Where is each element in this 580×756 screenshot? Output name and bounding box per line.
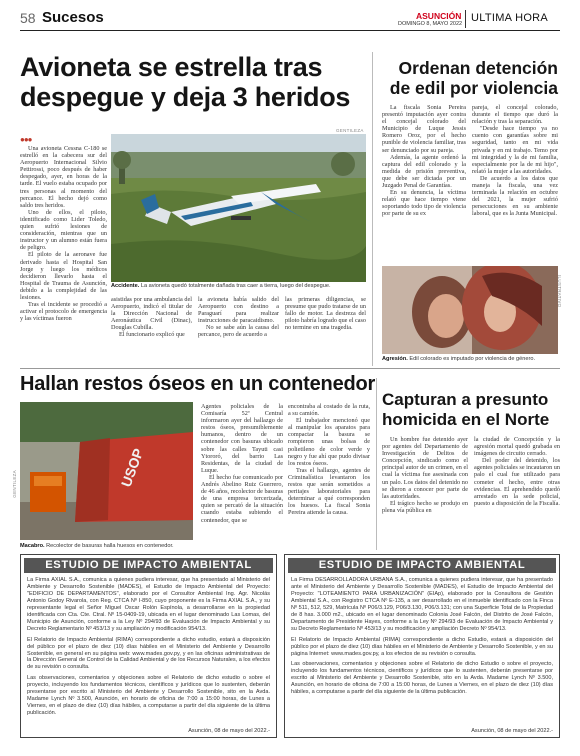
paragraph: Una avioneta Cessna C-180 se estrelló en la cabecera sur del Aeropuerto Internacional Silvio Pettirossi, poco después de haber despegado, ayer, en horas de la tarde. El vuelo estaba ocupado por tres personas al momento del percance. El hecho dejó como saldo tres heridos. (20, 145, 107, 209)
notice-body (291, 577, 553, 700)
column-divider (372, 52, 373, 366)
plane-crash-photo (111, 134, 366, 282)
notice-date: Asunción, 08 de mayo del 2022.- (188, 728, 270, 734)
story-column (382, 436, 468, 554)
photo-caption (111, 283, 366, 290)
story-column (382, 104, 466, 274)
photo-credit: GENTILEZA (336, 128, 364, 133)
story-column (285, 296, 366, 346)
paragraph: la ciudad de Concepción y la agresión mortal quedó grabada en imágenes de circuito cerrado. (474, 436, 560, 458)
paragraph: la avioneta había salido del Aeropuerto con destino a Paraguarí para realizar instrucciones de paracaidismo. (198, 296, 279, 325)
story-column (198, 296, 279, 346)
headline-line: Avioneta se estrella tras (20, 52, 323, 82)
paragraph: asistidas por una ambulancia del Aeropuerto, indicó el titular de la Dirección Nacional de Aeronáutica Civil (Dinac), Douglas Cubilla. (111, 296, 192, 332)
paragraph: El piloto de la aeronave fue derivado hasta el Hospital San Jorge y luego los médicos decidieron llevarlo hasta el Hospital de Trauma de Asunción, debido a la complejidad de las lesiones. (20, 251, 107, 301)
paragraph: En su denuncia, la víctima relató que hace tiempo viene soportando todo tipo de violencia por parte de su ex (382, 189, 466, 218)
notice-body (27, 577, 270, 721)
issue-date: DOMINGO 8, MAYO 2022 (398, 21, 463, 27)
caption-label: Agresión. (382, 356, 408, 362)
paragraph: las primeras diligencias, se presume que pudo tratarse de un fallo de motor. La destreza del piloto habría logrado que el caso no termine en una tragedia. (285, 296, 366, 332)
paragraph: encontraba al costado de la ruta, a su camión. (288, 403, 370, 418)
caption-text: Edil colorado es imputado por violencia de género. (407, 356, 535, 362)
right-section-name: ULTIMA HORA (471, 12, 549, 24)
paragraph: Uno de ellos, el piloto, identificado como Lider Toledo, quien sufrió lesiones de consideración, mientras que un instructor y un alumno están fuera de peligro. (20, 208, 107, 252)
photo-credit: GENTILEZA (12, 470, 17, 498)
paragraph: Un hombre fue detenido ayer por agentes del Departamento de Investigación de Delitos de Concepción, sindicado como el principal autor de un crimen, en el cual la víctima fue asesinada con un palo. Los datos del detenido no se dieron a conocer por parte de las autoridades. (382, 436, 468, 500)
legal-notice-desarrolladora (284, 554, 560, 738)
headline-line: de edil por violencia (389, 78, 558, 98)
plane-crash-illustration (111, 134, 366, 282)
violence-illustration-photo (382, 266, 558, 354)
caption-label: Accidente. (111, 283, 140, 289)
container-photo (20, 402, 193, 540)
notice-date: Asunción, 08 de mayo del 2022.- (471, 728, 553, 734)
section-rule (20, 368, 560, 369)
paragraph: El hecho fue comunicado por Andrés Abelino Ruiz Guerrero, de 46 años, recolector de basuras de una empresa tercerizada, quien se percató de la situación cuando estaba subiendo el contenedor, que se (201, 473, 283, 524)
header-rule (20, 30, 560, 31)
story-column (20, 145, 107, 343)
column-divider (376, 378, 377, 550)
photo-caption (20, 543, 195, 550)
paragraph: Agentes policiales de la Comisaría 52ª Central informaron ayer del hallazgo de restos óseos, presumiblemente humanos, dentro de un contenedor con basuras ubicado sobre las calles Tayuti casi Ytororó, del barrio Las Residentas, de la ciudad de Luque. (201, 403, 283, 474)
legal-notice-axial (20, 554, 277, 738)
paragraph: "Desde hace tiempo ya no cuento con garantías sobre mi seguridad, tanto en mi vida privada y en mi trabajo. Temo por mi integridad y la de mi familia, especialmente por la de mi hijo", relató la mujer a las autoridades. (472, 125, 558, 175)
photo-caption (382, 356, 558, 363)
bullet-dots-icon: ●●● (20, 135, 32, 144)
headline-homicida (382, 390, 560, 430)
headline-edil (382, 58, 558, 98)
caption-text: La avioneta quedó totalmente dañada tras caer a tierra, luego del despegue. (139, 283, 331, 289)
headline-avioneta (20, 52, 365, 112)
paragraph: Tras el hallazgo, agentes de Criminalística levantaron los restos que serán sometidos a peritajes laboratoriales para determinar a qué corresponden los huesos. La fiscal Sonia Pereira atiende la causa. (288, 466, 370, 517)
svg-text:USOP: USOP (117, 446, 147, 490)
notice-paragraph: La Firma AXIAL S.A., comunica a quienes pudiera interesar, que ha presentado al Ministerio del Ambiente y Desarrollo Sostenible (MADES), el Estudio de Impacto Ambiental del Proyecto: "EDIFICIO DE DEPARTAMENTOS", elaborado por el Consultor Ambiental Ing. Agr. Nicolás Antonio Godoy Rivarola, con Reg. CTCA Nº I-850, cuyo proponente es la Firma AXIAL S.A., y su representante legal el Señor Miguel Oscar Rolón Espínola, a desarrollarse en la propiedad identificada con Cta. Cte. Ctral. Nº 15-0409-19, ubicada en el lugar denominado Las Lomas, del Municipio de Asunción, conforme a la Ley Nº 294/93 de Evaluación de Impacto Ambiental y su Decreto Reglamentario Nº 453/13 y su ampliación y modificación 954/13. (27, 577, 270, 632)
paragraph: De acuerdo a los datos que maneja la fiscala, una vez terminada la relación en octubre del 2021, la mujer sufrió persecuciones en su ambiente laboral, que es la Junta Municipal. (472, 174, 558, 218)
paragraph: Tras el incidente se procedió a activar el protocolo de emergencia y las víctimas fueron (20, 301, 107, 323)
story-column (111, 296, 192, 346)
notice-paragraph: Las observaciones, comentarios y objeciones sobre el Relatorio de dicho Estudio o sobre el proyecto, incluyendo los fundamentos técnicos, científicos y jurídicos que lo sustenten, deberán presentarse por escrito al Ministerio del Ambiente y Desarrollo Sostenible, sito en la Avda. Madame Lynch Nº 3.500, Asunción, en horario de oficina de 7:00 a 15:00 horas, de Lunes a Viernes, en el plazo de diez (10) días hábiles, a computarse a partir del día siguiente de la última publicación. (291, 661, 553, 696)
paragraph: La fiscala Sonia Pereira presentó imputación ayer contra el concejal colorado del Municipio de Luque Jessis Romero Oroz, por el hecho punible de violencia familiar, tras ser denunciado por su pareja. (382, 104, 466, 154)
headline-line: Ordenan detención (398, 58, 558, 78)
story-column (201, 403, 283, 553)
brand-name: ASUNCIÓN (416, 11, 462, 21)
photo-credit: ILUSTRATIVO (557, 275, 562, 308)
paragraph: El trabajador mencionó que al manipular los aparatos para compactar la basura se rompieron unas bolsas de polietileno de color verde y negro y fue ahí que pudo divisar los restos óseos. (288, 417, 370, 467)
headline-line: homicida en el Norte (382, 410, 550, 429)
page-number: 58 (20, 10, 36, 26)
paragraph: pareja, el concejal colorado, durante el tiempo que duró la relación y tras la separación. (472, 104, 558, 126)
header-divider (465, 10, 466, 28)
story-column (474, 436, 560, 554)
caption-label: Macabro. (20, 543, 45, 549)
violence-illustration (382, 266, 558, 354)
notice-paragraph: La Firma DESARROLLADORA URBANA S.A., comunica a quienes pudiera interesar, que ha presentado ante el Ministerio del Ambiente y Desarrollo Sostenible (MADES), el Estudio de Impacto Ambiental del Proyecto: "LOTEAMIENTO PARA URBANIZACIÓN" (EIAp), elaborado por la Consultora de Gestión Ambiental S.A., con Registro CTCA Nº E-135, a ser desarrollado en el inmueble identificado con la Finca Nº 511, 512, 529, Matrícula Nº P06/3.129, P06/3.130, P06/3.131; con una Superficie Total de la Propiedad de 8 has. 3.000 m2., ubicado en el lugar denominado Colonia José Falcón, del Distrito de José Falcón, Departamento de Presidente Hayes, conforme a la Ley Nº 294/93 de Evaluación de Impacto Ambiental y su Decreto Reglamentario Nº 453/13 y su modificación y ampliación Decreto Nº 954/13. (291, 577, 553, 632)
paragraph: Además, la agente ordenó la captura del edil colorado y la medida de prisión preventiva, que debe ser dictada por un Juzgado Penal de Garantías. (382, 153, 466, 190)
notice-paragraph: El Relatorio de Impacto Ambiental (RIMA) correspondiente a dicho estudio, estará a disposición del público por el plazo de diez (10) días hábiles en el Ministerio del Ambiente y Desarrollo Sostenible, en general en su página web: www.mades.gov.py, y en las oficinas administrativas de la Dirección General de Control de la Calidad Ambiental y de los Recursos Naturales, a los efectos de su revisión o consulta. (27, 636, 270, 671)
notice-title: ESTUDIO DE IMPACTO AMBIENTAL (288, 558, 556, 573)
story-column (472, 104, 558, 274)
notice-paragraph: Las observaciones, comentarios y objeciones sobre el Relatorio de dicho estudio o sobre el proyecto, incluyendo los fundamentos técnicos, científicos y jurídicos que lo sustenten, deberán presentarse por escrito al Ministerio del Ambiente y Desarrollo Sostenible, sito en la Avda. Madame Lynch Nº 3.500, Asunción, en horario de oficina de 7:00 a 15:00 horas, de Lunes a Viernes, en el plazo de diez (10) días hábiles, a computarse a partir del día siguiente de la última publicación. (27, 675, 270, 717)
caption-text: Recolector de basuras halla huesos en contenedor. (44, 543, 174, 549)
section-name: Sucesos (42, 9, 104, 26)
paragraph: El trágico hecho se produjo en plena vía pública en (382, 499, 468, 514)
headline-restos: Hallan restos óseos en un contenedor (20, 373, 376, 395)
paragraph: Del poder del detenido, los agentes policiales se incautaron un palo el cual fue utilizado para cometer el hecho, entre otras evidencias. El aprehendido quedó arrestado en la sede policial, puesto a disposición de la Fiscalía. (474, 457, 560, 507)
container-illustration (20, 402, 193, 540)
paragraph: No se sabe aún la causa del percance, pero de acuerdo a (198, 324, 279, 339)
story-column (288, 403, 370, 553)
headline-line: despegue y deja 3 heridos (20, 82, 351, 112)
notice-paragraph: El Relatorio de Impacto Ambiental (RIMA) correspondiente a dicho Estudio, estará a disposición del público por el plazo de diez (10) días hábiles en el Ministerio de Ambiente y Desarrollo Sostenible, y en su página Internet: www.mades.gov.py, a los efectos de su revisión o consulta. (291, 636, 553, 657)
notice-title: ESTUDIO DE IMPACTO AMBIENTAL (24, 558, 273, 573)
headline-line: Capturan a presunto (382, 390, 549, 409)
paragraph: El funcionario explicó que (119, 331, 185, 339)
